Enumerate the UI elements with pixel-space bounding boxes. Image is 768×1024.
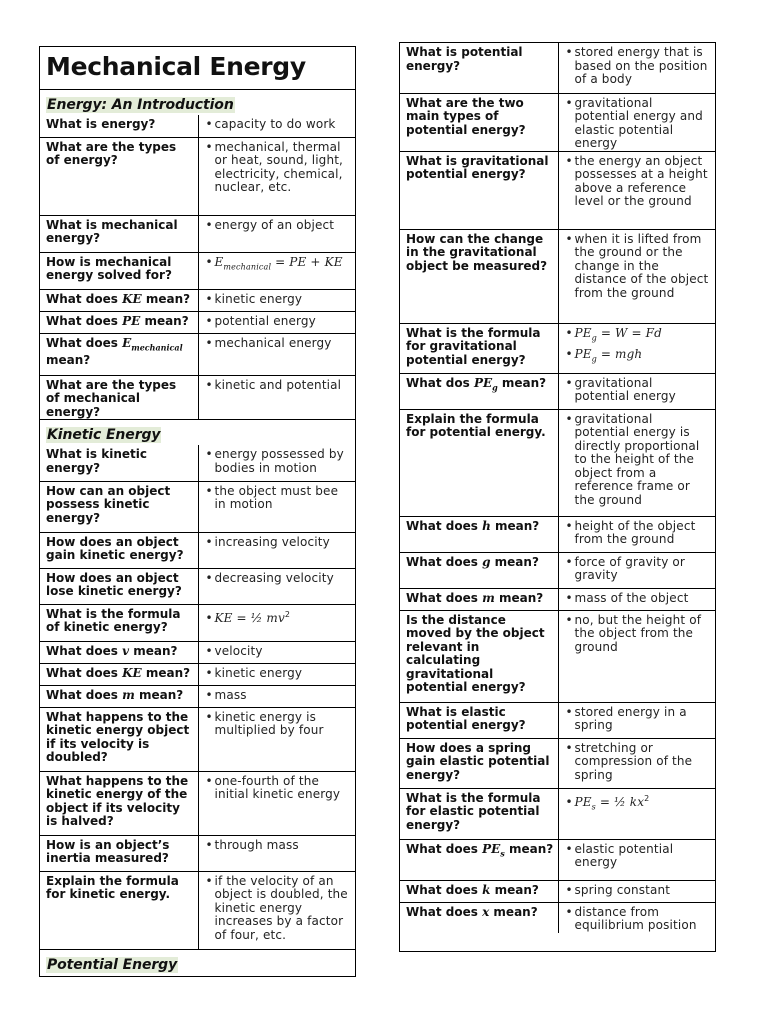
answer-text: • distance from equilibrium position xyxy=(565,906,712,933)
question-cell: What is the formula of kinetic energy? xyxy=(40,604,198,641)
question-cell: What is the formula for gravitational potential energy? xyxy=(400,323,558,373)
answer-text: • kinetic energy xyxy=(205,293,352,307)
page-title: Mechanical Energy xyxy=(46,52,306,81)
answer-text: • energy of an object xyxy=(205,219,352,233)
table-row xyxy=(400,839,715,880)
section-heading-potential: Potential Energy xyxy=(40,949,355,975)
answer-cell xyxy=(558,788,715,839)
answer-text: • KE = ½ $mv^2$ xyxy=(205,608,352,626)
question-cell: What does PE mean? xyxy=(40,311,198,333)
left-column xyxy=(39,46,356,977)
answer-text: • mechanical, thermal or heat, sound, light, electricity, chemical, nuclear, etc. xyxy=(205,141,352,195)
question-cell: What happens to the kinetic energy of the object if its velocity is halved? xyxy=(40,771,198,835)
answer-text: • stored energy in a spring xyxy=(565,706,712,733)
answer-text: • potential energy xyxy=(205,315,352,329)
question-cell: What does KE mean? xyxy=(40,663,198,685)
question-cell: How can the change in the gravitational object be measured? xyxy=(400,229,558,323)
answer-cell xyxy=(198,707,355,771)
answer-text: • gravitational potential energy and elastic potential energy xyxy=(565,97,712,151)
table-row xyxy=(400,93,715,151)
answer-cell xyxy=(198,115,355,137)
answer-cell xyxy=(558,43,715,93)
answer-cell xyxy=(198,333,355,375)
table-row xyxy=(40,375,355,419)
answer-text: • force of gravity or gravity xyxy=(565,556,712,583)
table-row xyxy=(40,215,355,252)
question-cell: What does $E_{mechanical}$ mean? xyxy=(40,333,198,375)
question-cell: What is gravitational potential energy? xyxy=(400,151,558,229)
answer-cell xyxy=(558,839,715,880)
answer-cell xyxy=(198,871,355,949)
question-cell: What does k mean? xyxy=(400,880,558,902)
answer-text: • no, but the height of the object from the ground xyxy=(565,614,712,655)
question-cell: How is mechanical energy solved for? xyxy=(40,252,198,289)
kinetic-table xyxy=(40,445,355,949)
table-row xyxy=(40,311,355,333)
question-cell: What does m mean? xyxy=(40,685,198,707)
table-row xyxy=(40,445,355,481)
table-row xyxy=(40,481,355,532)
question-cell: How does a spring gain elastic potential energy? xyxy=(400,738,558,788)
answer-cell xyxy=(198,289,355,311)
table-row xyxy=(400,323,715,373)
section-heading-kinetic: Kinetic Energy xyxy=(40,419,355,445)
answer-cell xyxy=(198,252,355,289)
table-row xyxy=(400,229,715,323)
table-row xyxy=(40,663,355,685)
question-cell: What does m mean? xyxy=(400,588,558,610)
question-cell: What are the types of mechanical energy? xyxy=(40,375,198,419)
answer-cell xyxy=(558,229,715,323)
question-cell: What does x mean? xyxy=(400,902,558,933)
answer-cell xyxy=(558,93,715,151)
answer-text: • stored energy that is based on the position of a body xyxy=(565,46,712,87)
answer-cell xyxy=(558,702,715,738)
answer-cell xyxy=(558,373,715,409)
table-row xyxy=(40,333,355,375)
table-row xyxy=(400,902,715,933)
answer-text: • when it is lifted from the ground or the change in the distance of the object from the ground xyxy=(565,233,712,301)
potential-rows xyxy=(400,43,715,933)
answer-cell xyxy=(558,880,715,902)
table-row xyxy=(400,702,715,738)
table-row xyxy=(40,685,355,707)
answer-cell xyxy=(198,215,355,252)
answer-cell xyxy=(558,738,715,788)
table-row xyxy=(400,610,715,702)
question-cell: What are the two main types of potential energy? xyxy=(400,93,558,151)
answer-text: • kinetic energy is multiplied by four xyxy=(205,711,352,738)
answer-text: • gravitational potential energy xyxy=(565,377,712,404)
table-row xyxy=(40,641,355,663)
answer-cell xyxy=(198,375,355,419)
answer-cell xyxy=(558,610,715,702)
answer-cell xyxy=(198,771,355,835)
answer-text: • elastic potential energy xyxy=(565,843,712,870)
answer-text: • if the velocity of an object is doubled, the kinetic energy increases by a factor of four, etc. xyxy=(205,875,352,943)
answer-cell xyxy=(198,445,355,481)
answer-text: • mass xyxy=(205,689,352,703)
answer-text: • $PE_s$ = ½ $kx^2$ xyxy=(565,792,712,814)
answer-cell xyxy=(558,151,715,229)
question-cell: What is elastic potential energy? xyxy=(400,702,558,738)
question-cell: What are the types of energy? xyxy=(40,137,198,215)
answer-text: • increasing velocity xyxy=(205,536,352,550)
table-row xyxy=(40,252,355,289)
table-row xyxy=(40,568,355,604)
table-row xyxy=(400,552,715,588)
answer-cell xyxy=(198,641,355,663)
answer-text: • capacity to do work xyxy=(205,118,352,132)
answer-cell xyxy=(198,311,355,333)
question-cell: What dos $PE_g$ mean? xyxy=(400,373,558,409)
question-cell: Explain the formula for kinetic energy. xyxy=(40,871,198,949)
answer-cell xyxy=(198,604,355,641)
table-row xyxy=(40,137,355,215)
table-row xyxy=(400,43,715,93)
question-cell: What does g mean? xyxy=(400,552,558,588)
table-row xyxy=(40,835,355,871)
question-cell: What happens to the kinetic energy object if its velocity is doubled? xyxy=(40,707,198,771)
table-row xyxy=(40,771,355,835)
question-cell: How can an object possess kinetic energy? xyxy=(40,481,198,532)
question-cell: What is the formula for elastic potential energy? xyxy=(400,788,558,839)
answer-text: • $PE_g$ = mgh xyxy=(565,348,712,366)
answer-text: • mechanical energy xyxy=(205,337,352,351)
answer-text: • kinetic and potential xyxy=(205,379,352,393)
answer-cell xyxy=(198,532,355,568)
table-row xyxy=(40,871,355,949)
answer-cell xyxy=(558,323,715,373)
table-row xyxy=(400,788,715,839)
potential-table xyxy=(400,43,715,933)
table-row xyxy=(400,588,715,610)
table-row xyxy=(400,373,715,409)
answer-text: • one-fourth of the initial kinetic energy xyxy=(205,775,352,802)
answer-text: • spring constant xyxy=(565,884,712,898)
table-row xyxy=(400,516,715,552)
table-row xyxy=(400,151,715,229)
table-row xyxy=(400,409,715,516)
answer-text: • height of the object from the ground xyxy=(565,520,712,547)
table-row xyxy=(40,289,355,311)
answer-text: • energy possessed by bodies in motion xyxy=(205,448,352,475)
answer-cell xyxy=(198,663,355,685)
question-cell: How is an object’s inertia measured? xyxy=(40,835,198,871)
answer-text: • decreasing velocity xyxy=(205,572,352,586)
answer-text: • stretching or compression of the spring xyxy=(565,742,712,783)
answer-text: • kinetic energy xyxy=(205,667,352,681)
answer-text: • velocity xyxy=(205,645,352,659)
answer-cell xyxy=(198,685,355,707)
question-cell: What is energy? xyxy=(40,115,198,137)
answer-cell xyxy=(198,835,355,871)
answer-text: • mass of the object xyxy=(565,592,712,606)
table-row xyxy=(40,604,355,641)
section-heading-intro: Energy: An Introduction xyxy=(40,89,355,115)
table-row xyxy=(40,532,355,568)
answer-cell xyxy=(558,409,715,516)
answer-cell xyxy=(198,137,355,215)
answer-text: • $PE_g = W = Fd$ xyxy=(565,327,712,345)
answer-cell xyxy=(558,552,715,588)
answer-cell xyxy=(558,902,715,933)
answer-cell xyxy=(558,516,715,552)
question-cell: What does h mean? xyxy=(400,516,558,552)
question-cell: What does v mean? xyxy=(40,641,198,663)
table-row xyxy=(40,115,355,137)
answer-cell xyxy=(198,481,355,532)
question-cell: Is the distance moved by the object relevant in calculating gravitational potential energy? xyxy=(400,610,558,702)
answer-cell xyxy=(558,588,715,610)
question-cell: What is kinetic energy? xyxy=(40,445,198,481)
question-cell: How does an object gain kinetic energy? xyxy=(40,532,198,568)
answer-cell xyxy=(198,568,355,604)
question-cell: What does $PE_s$ mean? xyxy=(400,839,558,880)
answer-text: • the energy an object possesses at a height above a reference level or the ground xyxy=(565,155,712,209)
answer-text: • gravitational potential energy is directly proportional to the height of the object from a reference frame or the ground xyxy=(565,413,712,508)
intro-rows xyxy=(40,115,355,419)
answer-text: • the object must bee in motion xyxy=(205,485,352,512)
right-column xyxy=(399,42,716,952)
question-cell: Explain the formula for potential energy. xyxy=(400,409,558,516)
table-row xyxy=(400,880,715,902)
answer-text: • through mass xyxy=(205,839,352,853)
question-cell: What is mechanical energy? xyxy=(40,215,198,252)
kinetic-rows xyxy=(40,445,355,949)
table-row xyxy=(40,707,355,771)
question-cell: How does an object lose kinetic energy? xyxy=(40,568,198,604)
question-cell: What is potential energy? xyxy=(400,43,558,93)
question-cell: What does KE mean? xyxy=(40,289,198,311)
intro-table xyxy=(40,115,355,419)
answer-text: • $E_{mechanical}$ = PE + KE xyxy=(205,256,352,274)
table-row xyxy=(400,738,715,788)
